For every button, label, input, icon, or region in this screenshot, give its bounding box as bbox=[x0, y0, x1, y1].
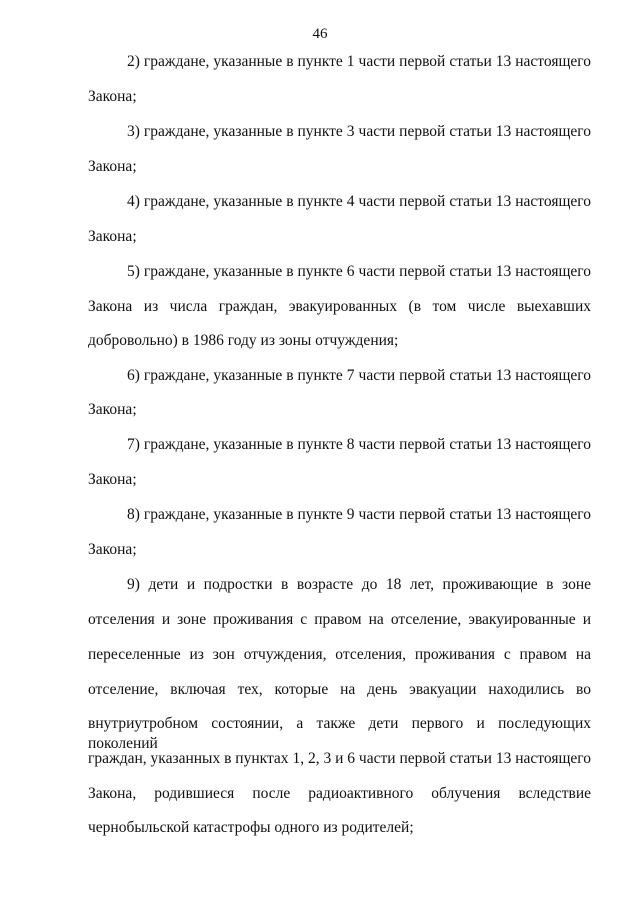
item-9-line-1: 9) дети и подростки в возрасте до 18 лет, проживающие в зоне bbox=[127, 576, 591, 593]
item-7-line-1: 7) граждане, указанные в пункте 8 части первой статьи 13 настоящего bbox=[127, 436, 591, 453]
item-3-line-2: Закона; bbox=[88, 158, 137, 175]
item-9-line-5: внутриутробном состоянии, а также дети первого и последующих поколений bbox=[88, 715, 591, 752]
item-9-line-4: отселение, включая тех, которые на день эвакуации находились во bbox=[88, 681, 591, 698]
item-6-line-1: 6) граждане, указанные в пункте 7 части первой статьи 13 настоящего bbox=[127, 367, 591, 384]
item-5-line-1: 5) граждане, указанные в пункте 6 части первой статьи 13 настоящего bbox=[127, 263, 591, 280]
item-9-line-7: Закона, родившиеся после радиоактивного облучения вследствие bbox=[88, 785, 591, 802]
item-7-line-2: Закона; bbox=[88, 471, 137, 488]
item-5-line-2: Закона из числа граждан, эвакуированных (в том числе выехавших bbox=[88, 298, 591, 315]
page-number: 46 bbox=[312, 26, 328, 42]
item-2-line-1: 2) граждане, указанные в пункте 1 части первой статьи 13 настоящего bbox=[127, 53, 591, 70]
item-6-line-2: Закона; bbox=[88, 401, 137, 418]
item-4-line-1: 4) граждане, указанные в пункте 4 части первой статьи 13 настоящего bbox=[127, 193, 591, 210]
item-2-line-2: Закона; bbox=[88, 88, 137, 105]
item-9-line-2: отселения и зоне проживания с правом на отселение, эвакуированные и bbox=[88, 611, 591, 628]
item-4-line-2: Закона; bbox=[88, 228, 137, 245]
item-8-line-1: 8) граждане, указанные в пункте 9 части первой статьи 13 настоящего bbox=[127, 506, 591, 523]
item-8-line-2: Закона; bbox=[88, 541, 137, 558]
item-9-line-6: граждан, указанных в пунктах 1, 2, 3 и 6 части первой статьи 13 настоящего bbox=[88, 750, 591, 767]
item-3-line-1: 3) граждане, указанные в пункте 3 части первой статьи 13 настоящего bbox=[127, 123, 591, 140]
item-9-line-3: переселенные из зон отчуждения, отселения, проживания с правом на bbox=[88, 646, 591, 663]
item-9-line-8: чернобыльской катастрофы одного из родителей; bbox=[88, 819, 414, 836]
item-5-line-3: добровольно) в 1986 году из зоны отчуждения; bbox=[88, 332, 399, 349]
